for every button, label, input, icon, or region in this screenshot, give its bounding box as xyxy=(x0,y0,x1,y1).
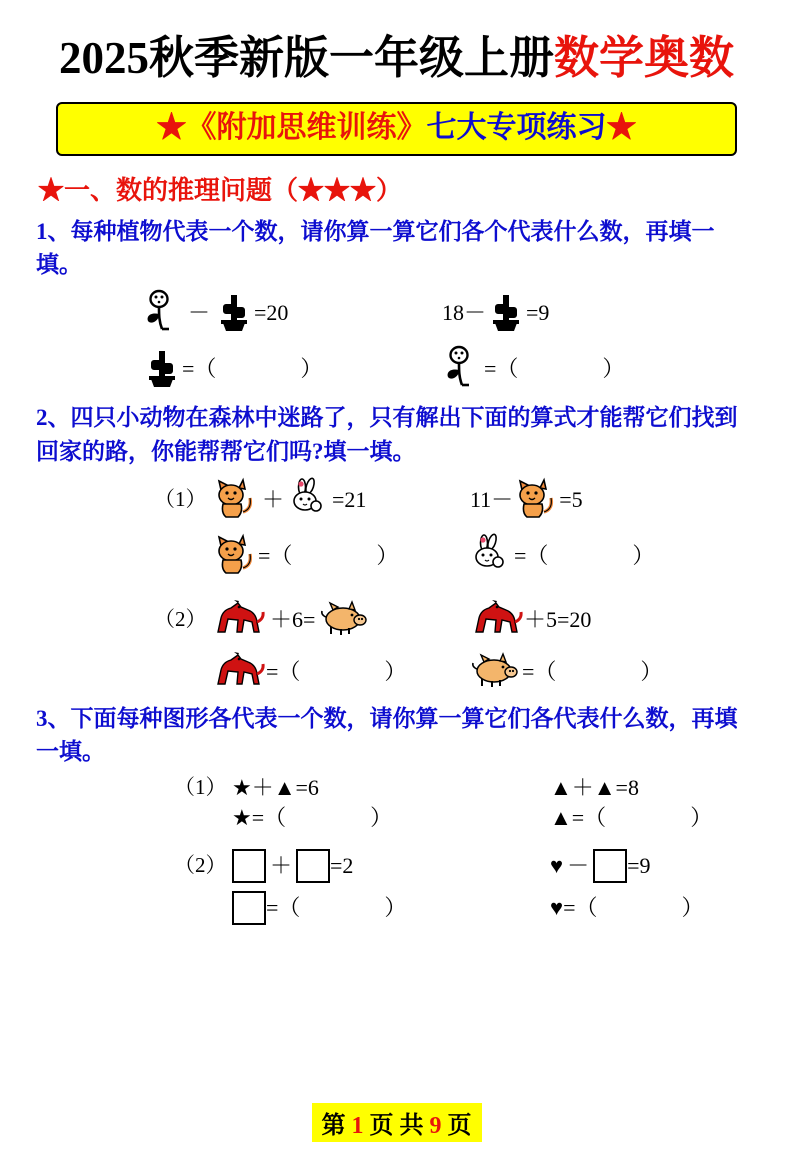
q2-prefix-11: 11－ xyxy=(470,486,514,512)
q3-equals-9: =9 xyxy=(627,852,651,878)
page-title xyxy=(34,34,759,84)
q2-answer-close-1: ） xyxy=(376,542,399,568)
section-heading: ★一、数的推理问题（★★★） xyxy=(38,175,403,205)
q2-answer-close-2: ） xyxy=(632,542,655,568)
q1-minus-1: － xyxy=(188,300,211,326)
horse-icon xyxy=(212,650,266,694)
question-2-text: 2、四只小动物在森林中迷路了，只有解出下面的算式才能帮它们找到回家的路，你能帮帮它们吗?填一填。 xyxy=(36,405,738,464)
banner-title: 《附加思维训练》 xyxy=(186,110,427,144)
q2-answer-open-3: =（ xyxy=(266,658,301,684)
q3-answer-open-2: ▲=（ xyxy=(550,804,607,830)
square-box-icon[interactable] xyxy=(232,849,266,883)
q3-answer-open-3: =（ xyxy=(266,894,301,920)
pig-icon xyxy=(470,651,522,693)
q1-answer-open-1: =（ xyxy=(182,356,217,382)
question-2-equations xyxy=(34,476,759,694)
q3-eq-1: ★＋▲=6 xyxy=(232,774,319,800)
q1-row-1 xyxy=(142,289,759,337)
question-3-text: 3、下面每种图形各代表一个数，请你算一算它们各代表什么数，再填一填。 xyxy=(36,705,738,765)
square-box-icon[interactable] xyxy=(593,849,627,883)
page-title-black: 2025秋季新版一年级上册 xyxy=(58,33,554,83)
question-3-equations xyxy=(34,774,759,925)
q2-answer-close-3: ） xyxy=(384,658,407,684)
footer-total-pages: 9 xyxy=(429,1113,442,1139)
q3-answer-close-2: ） xyxy=(690,804,713,830)
heart-icon: ♥ xyxy=(550,894,564,920)
cactus-icon xyxy=(486,289,526,337)
q3-answer-open-4: =（ xyxy=(563,894,598,920)
question-1-text: 1、每种植物代表一个数，请你算一算它们各个代表什么数，再填一填。 xyxy=(36,218,715,277)
banner-star-right: ★ xyxy=(606,110,637,144)
q2-sub1-label: （1） xyxy=(154,487,207,512)
cat-icon xyxy=(212,476,258,524)
q2-equals-20: ＋5=20 xyxy=(524,606,592,632)
q3-sub2-row-1 xyxy=(174,849,759,883)
page-title-red: 数学奥数 xyxy=(554,33,735,83)
q2-answer-open-4: =（ xyxy=(522,658,557,684)
page-number-badge xyxy=(312,1103,482,1142)
question-1-equations xyxy=(34,289,759,393)
q3-plus-1: ＋ xyxy=(270,852,293,878)
q1-equals-20: =20 xyxy=(254,300,289,326)
q3-answer-close-4: ） xyxy=(681,894,704,920)
q1-answer-open-2: =（ xyxy=(484,356,519,382)
q2-plus-1: ＋ xyxy=(262,486,285,512)
q1-equals-9: =9 xyxy=(526,300,550,326)
q2-answer-close-4: ） xyxy=(640,658,663,684)
cat-icon xyxy=(513,476,559,524)
footer-middle: 页 共 xyxy=(369,1113,424,1139)
q3-answer-close-1: ） xyxy=(370,804,393,830)
cat-icon xyxy=(212,532,258,580)
pig-icon xyxy=(319,599,371,641)
q3-sub2-label: （2） xyxy=(174,853,227,878)
q2-sub2-label: （2） xyxy=(154,607,207,632)
q2-sub1-row-1 xyxy=(154,476,759,524)
flower-icon xyxy=(142,289,184,337)
square-box-icon[interactable] xyxy=(296,849,330,883)
cactus-icon xyxy=(214,289,254,337)
q3-answer-open-1: ★=（ xyxy=(232,804,287,830)
rabbit-icon xyxy=(470,533,514,579)
q3-sub2-row-2 xyxy=(174,891,759,925)
banner-subtitle: 七大专项练习 xyxy=(426,110,607,144)
q1-answer-close-1: ） xyxy=(300,356,323,382)
q3-equals-2: =2 xyxy=(330,852,354,878)
q3-minus-1: － xyxy=(567,852,590,878)
q2-sub1-row-2 xyxy=(154,532,759,580)
q1-row-2 xyxy=(142,345,759,393)
q1-prefix-18: 18－ xyxy=(442,300,487,326)
horse-icon xyxy=(470,598,524,642)
heart-icon: ♥ xyxy=(550,852,564,878)
q3-sub1-row-1 xyxy=(174,774,759,800)
horse-icon xyxy=(212,598,266,642)
footer-current-page: 1 xyxy=(351,1113,364,1139)
q2-answer-open-1: =（ xyxy=(258,542,293,568)
q2-equals-21: =21 xyxy=(332,486,367,512)
page-footer xyxy=(0,1103,793,1142)
rabbit-icon xyxy=(288,477,332,523)
q3-sub1-label: （1） xyxy=(174,775,227,800)
q2-plus-6: ＋6= xyxy=(270,606,316,632)
q3-sub1-row-2 xyxy=(174,804,759,830)
subtitle-banner xyxy=(56,102,737,156)
q2-sub2-row-1 xyxy=(154,598,759,642)
q3-eq-2: ▲＋▲=8 xyxy=(550,774,639,800)
q2-equals-5: =5 xyxy=(559,486,583,512)
flower-icon xyxy=(442,345,484,393)
q2-sub2-row-2 xyxy=(154,650,759,694)
q3-answer-close-3: ） xyxy=(384,894,407,920)
footer-prefix: 第 xyxy=(321,1113,346,1139)
cactus-icon xyxy=(142,345,182,393)
q2-answer-open-2: =（ xyxy=(514,542,549,568)
footer-suffix: 页 xyxy=(447,1113,472,1139)
worksheet-page xyxy=(0,34,793,1156)
banner-star-left: ★ xyxy=(156,110,187,144)
q1-answer-close-2: ） xyxy=(602,356,625,382)
square-box-icon[interactable] xyxy=(232,891,266,925)
